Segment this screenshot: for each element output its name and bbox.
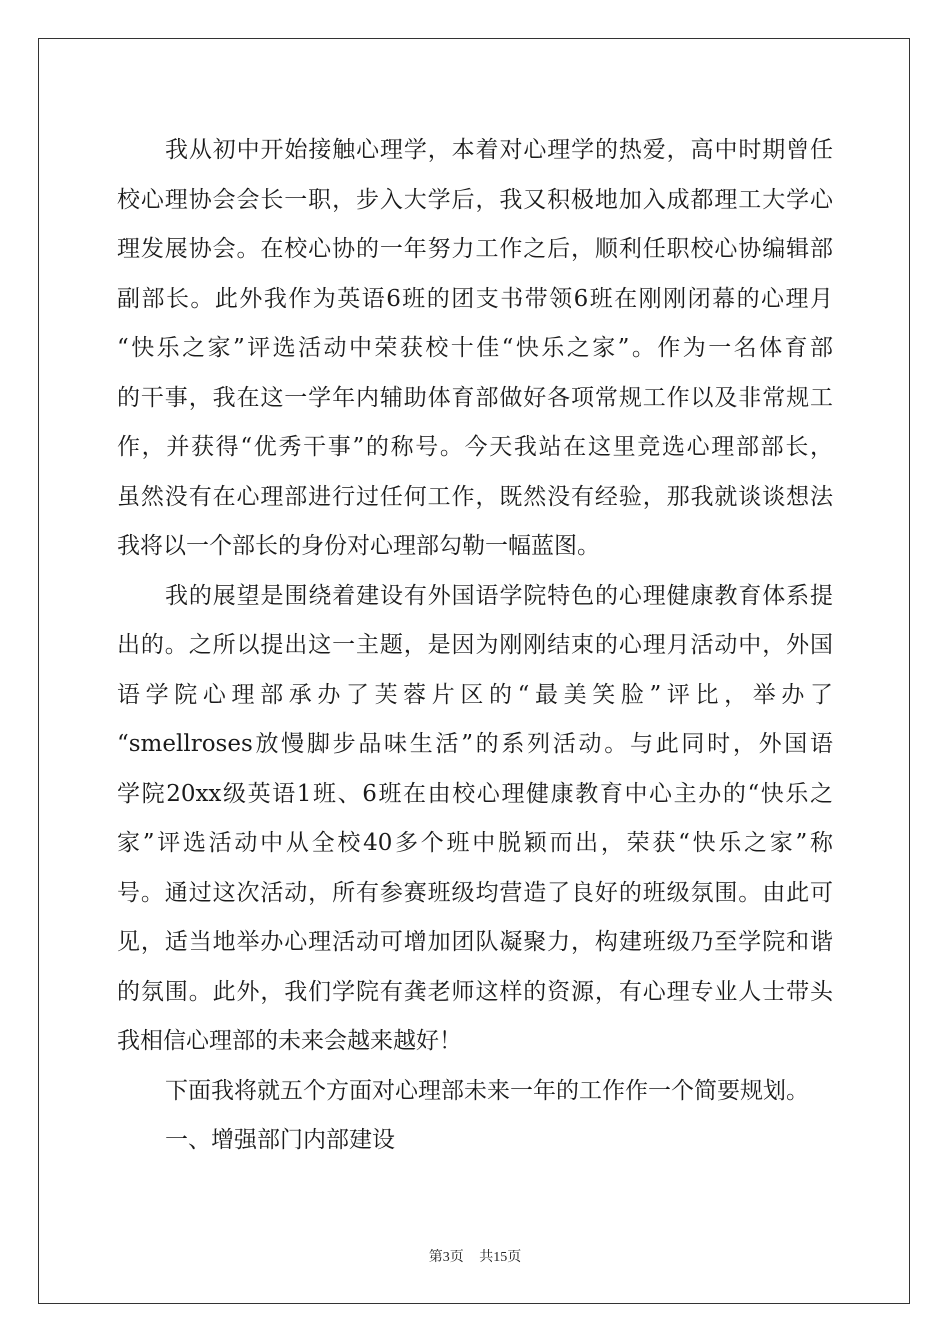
- page-footer: [0, 1246, 950, 1266]
- text-line: 下面我将就五个方面对心理部未来一年的工作作一个简要规划。: [165, 1077, 809, 1104]
- text-line: 家”评选活动中从全校40多个班中脱颖而出，荣获“快乐之家”称: [117, 830, 833, 856]
- text-line: 我相信心理部的未来会越来越好！: [117, 1028, 462, 1054]
- text-line: 副部长。此外我作为英语6班的团支书带领6班在刚刚闭幕的心理月: [117, 285, 833, 312]
- total-pages: 共15页: [479, 1250, 522, 1265]
- text-line: 的干事，我在这一学年内辅助体育部做好各项常规工作以及非常规工: [117, 384, 833, 411]
- text-line: “快乐之家”评选活动中荣获校十佳“快乐之家”。作为一名体育部: [117, 335, 833, 361]
- text-line: 一、增强部门内部建设: [165, 1127, 395, 1153]
- text-line: 我将以一个部长的身份对心理部勾勒一幅蓝图。: [117, 533, 600, 559]
- text-line: “smellroses放慢脚步品味生活”的系列活动。与此同时，外国语: [117, 731, 833, 757]
- text-line: 我从初中开始接触心理学，本着对心理学的热爱，高中时期曾任: [165, 137, 833, 163]
- text-line: 的氛围。此外，我们学院有龚老师这样的资源，有心理专业人士带头: [117, 978, 833, 1005]
- text-line: 我的展望是围绕着建设有外国语学院特色的心理健康教育体系提: [165, 582, 833, 609]
- text-line: 语学院心理部承办了芙蓉片区的“最美笑脸”评比，举办了: [117, 681, 833, 708]
- document-body: [117, 126, 833, 1166]
- text-line: 理发展协会。在校心协的一年努力工作之后，顺利任职校心协编辑部: [117, 236, 833, 262]
- text-line: 学院20xx级英语1班、6班在由校心理健康教育中心主办的“快乐之: [117, 780, 833, 807]
- text-line: 出的。之所以提出这一主题，是因为刚刚结束的心理月活动中，外国: [117, 632, 833, 658]
- text-line: 见，适当地举办心理活动可增加团队凝聚力，构建班级乃至学院和谐: [117, 929, 833, 955]
- text-line: 号。通过这次活动，所有参赛班级均营造了良好的班级氛围。由此可: [117, 879, 833, 906]
- page-number: 第3页: [428, 1250, 464, 1265]
- text-line: 作，并获得“优秀干事”的称号。今天我站在这里竞选心理部部长，: [117, 434, 833, 460]
- text-line: 虽然没有在心理部进行过任何工作，既然没有经验，那我就谈谈想法: [117, 483, 833, 510]
- text-line: 校心理协会会长一职，步入大学后，我又积极地加入成都理工大学心: [117, 186, 833, 213]
